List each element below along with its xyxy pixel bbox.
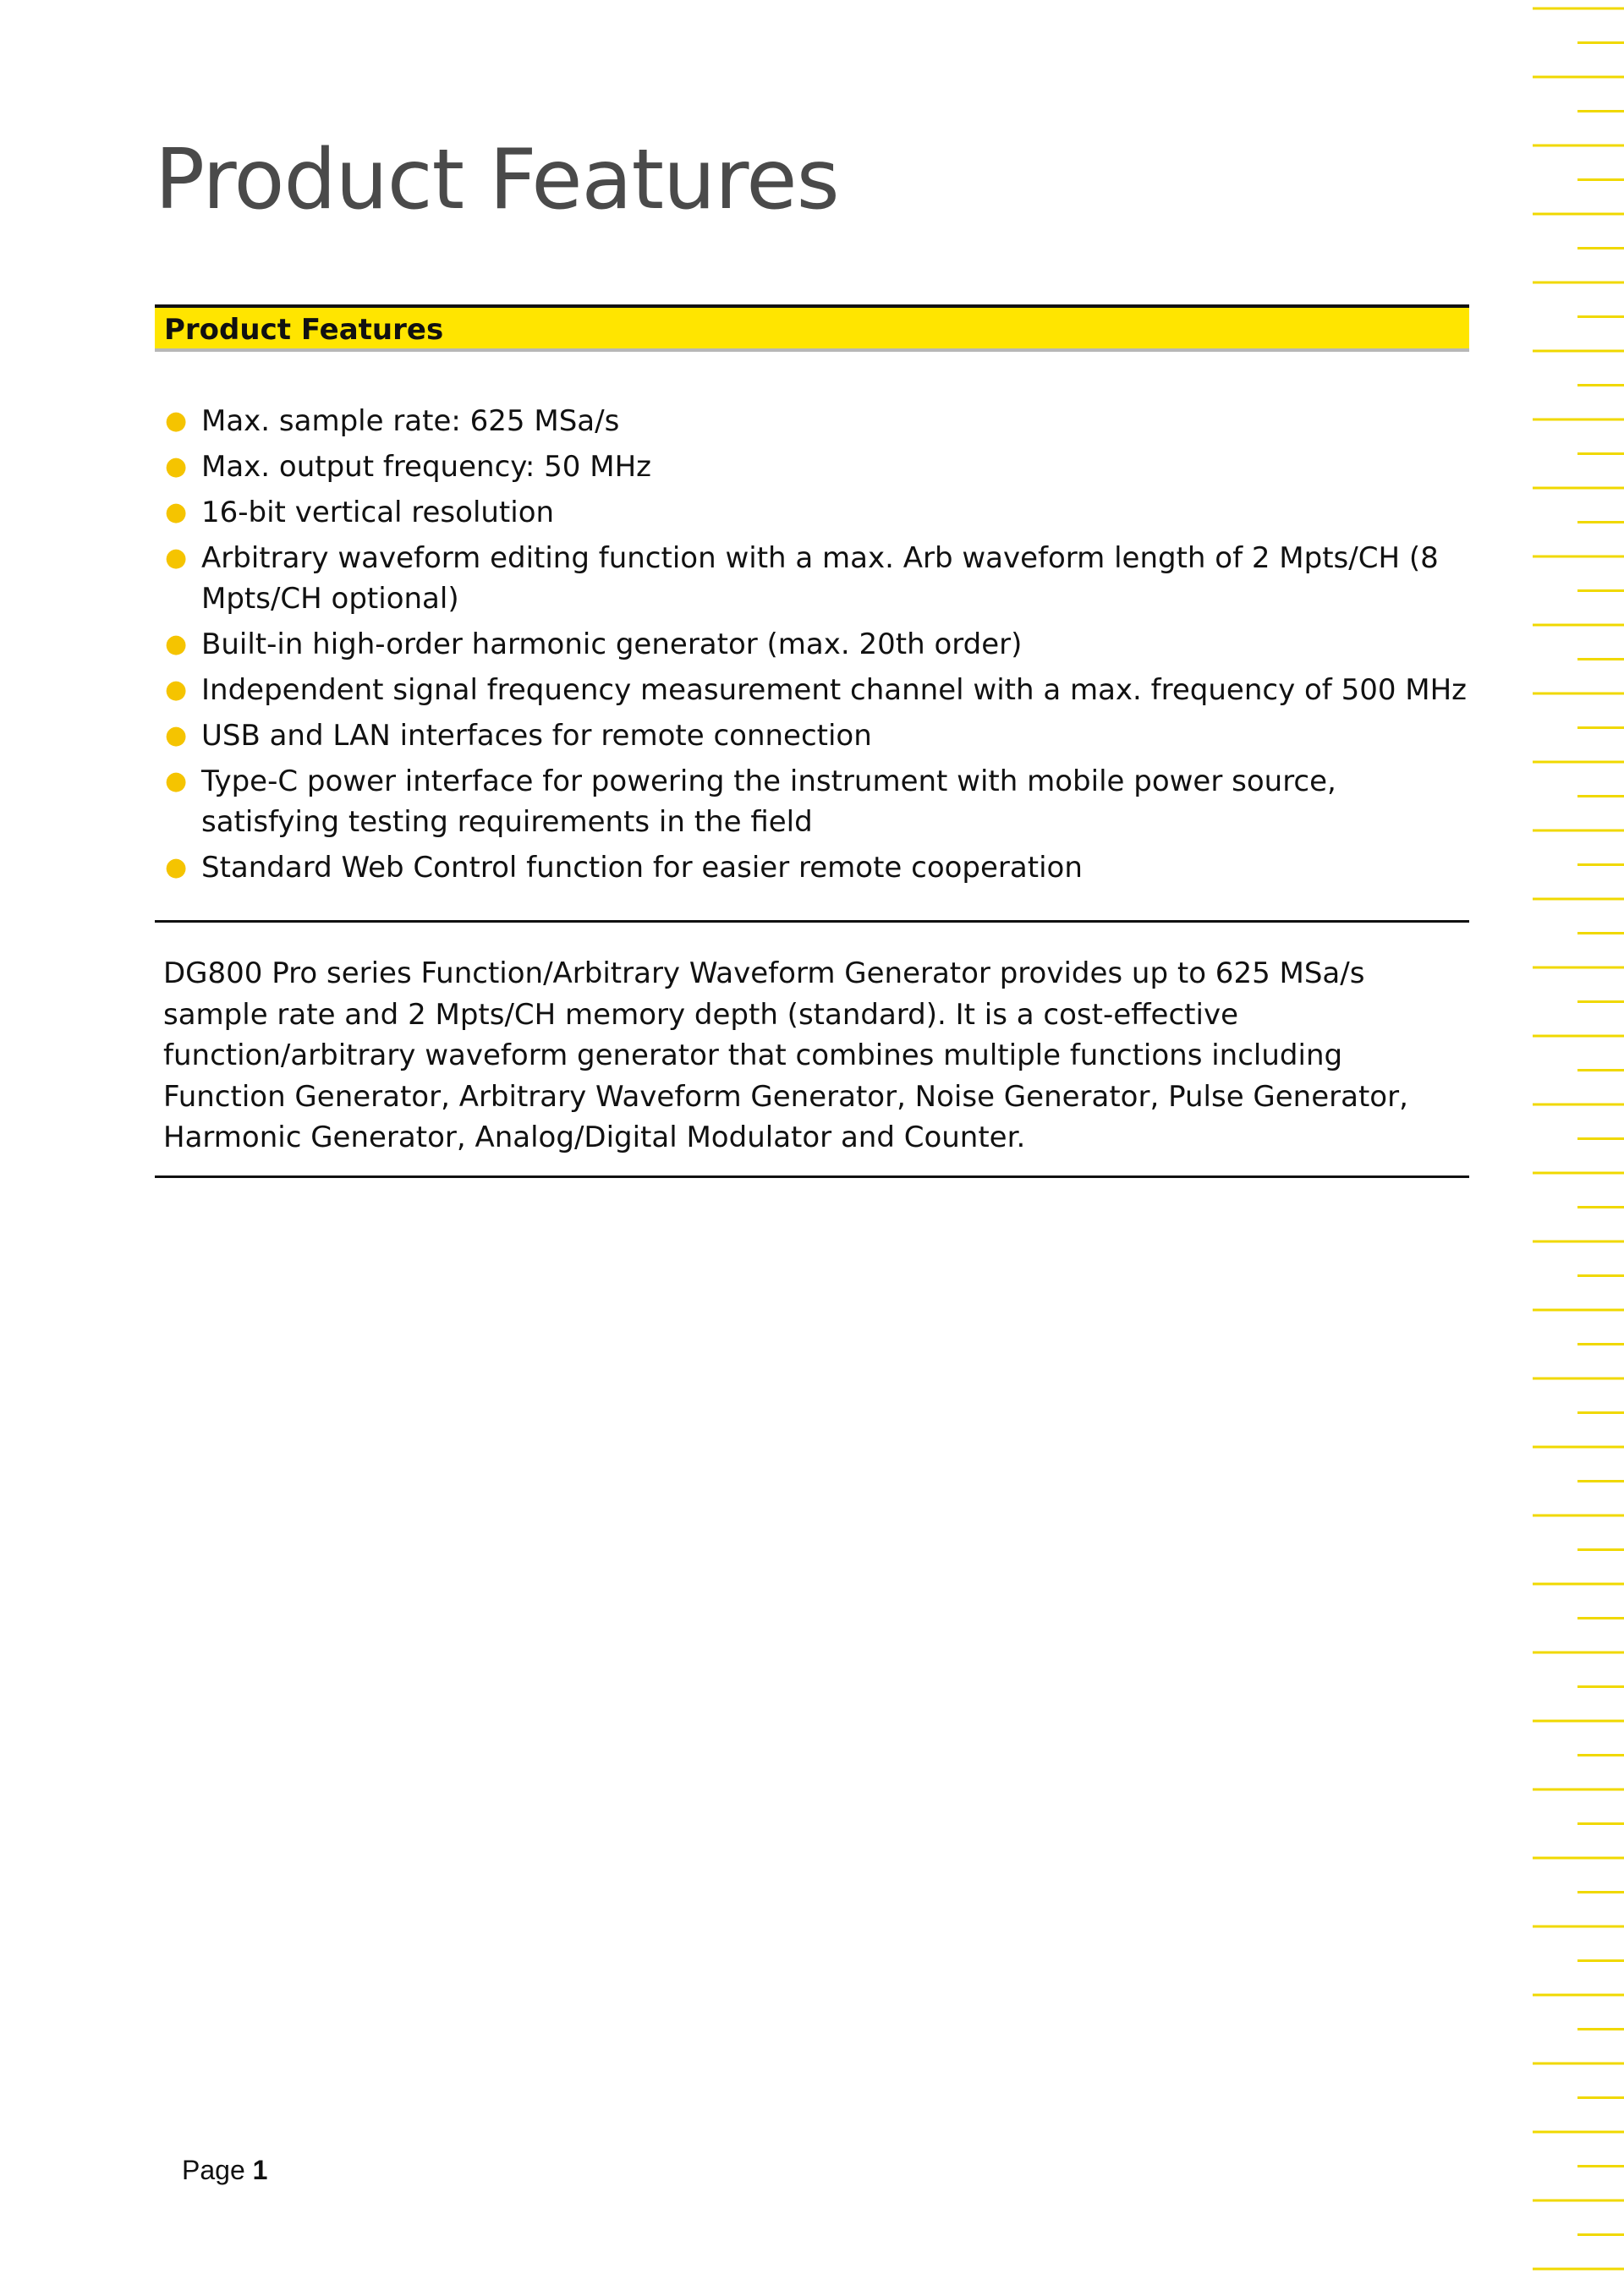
feature-item — [155, 447, 1469, 487]
bullet-icon: ● — [165, 721, 188, 750]
page-label: Page — [182, 2155, 245, 2185]
feature-item — [155, 670, 1469, 710]
bullet-icon: ● — [165, 675, 188, 704]
divider-bottom — [155, 1175, 1469, 1178]
decorative-side-stripes — [1522, 0, 1624, 2296]
feature-list — [155, 401, 1469, 893]
bullet-icon: ● — [165, 852, 188, 882]
feature-text: Independent signal frequency measurement channel with a max. frequency of 500 MHz — [201, 673, 1468, 707]
feature-item — [155, 624, 1469, 665]
bullet-icon: ● — [165, 497, 188, 527]
bullet-icon: ● — [165, 406, 188, 436]
bullet-icon: ● — [165, 766, 188, 796]
bullet-icon: ● — [165, 543, 188, 573]
section-header-label: Product Features — [164, 313, 444, 347]
feature-text: Arbitrary waveform editing function with a max. Arb waveform length of 2 Mpts/CH (8 Mpts/CH optional) — [201, 541, 1439, 616]
feature-text: 16-bit vertical resolution — [201, 496, 555, 529]
feature-text: Standard Web Control function for easier remote cooperation — [201, 851, 1083, 885]
feature-item — [155, 401, 1469, 441]
feature-item — [155, 538, 1469, 619]
page-footer — [182, 2155, 267, 2186]
feature-text: Built-in high-order harmonic generator (max. 20th order) — [201, 627, 1023, 661]
page-number: 1 — [252, 2155, 268, 2185]
bullet-icon: ● — [165, 452, 188, 481]
product-description: DG800 Pro series Function/Arbitrary Waveform Generator provides up to 625 MSa/s sample rate and 2 Mpts/CH memory depth (standard). It is a cost-effective function/arbitrary waveform generator that combines multiple functions including Function Generator, Arbitrary Waveform Generator, Noise Generator, Pulse Generator, Harmonic Generator, Analog/Digital Modulator and Counter. — [163, 956, 1408, 1154]
section-header-bar — [155, 304, 1469, 352]
feature-text: Max. sample rate: 625 MSa/s — [201, 404, 620, 438]
feature-item — [155, 715, 1469, 756]
bullet-icon: ● — [165, 629, 188, 659]
feature-item — [155, 847, 1469, 888]
divider-top — [155, 920, 1469, 923]
feature-text: Max. output frequency: 50 MHz — [201, 450, 651, 484]
page-title: Product Features — [155, 132, 839, 228]
feature-item — [155, 761, 1469, 842]
feature-item — [155, 492, 1469, 533]
feature-text: USB and LAN interfaces for remote connection — [201, 719, 872, 753]
feature-text: Type-C power interface for powering the instrument with mobile power source, satisfying testing requirements in the field — [201, 764, 1336, 839]
